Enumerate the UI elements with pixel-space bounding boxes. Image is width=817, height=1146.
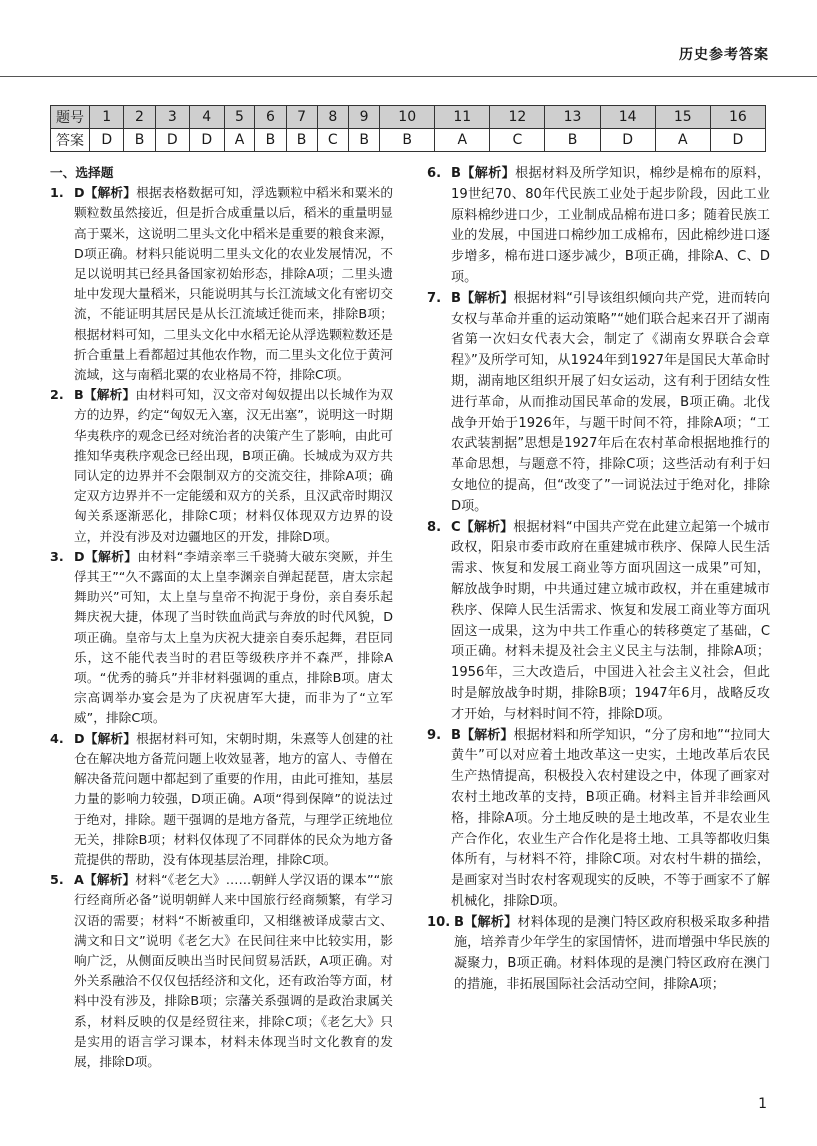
table-cell: 16 bbox=[710, 106, 765, 129]
table-cell: A bbox=[224, 129, 255, 152]
table-cell: 8 bbox=[317, 106, 349, 129]
item-number: 3. bbox=[50, 548, 64, 564]
table-cell: 9 bbox=[349, 106, 380, 129]
item-answer: B bbox=[451, 290, 461, 306]
table-answer-label: 答案 bbox=[51, 129, 90, 152]
section-title: 一、选择题 bbox=[50, 165, 114, 180]
item-answer: D bbox=[74, 185, 85, 201]
table-cell: B bbox=[286, 129, 317, 152]
table-cell: 14 bbox=[600, 106, 655, 129]
item-number: 7. bbox=[427, 290, 442, 306]
table-cell: 13 bbox=[545, 106, 600, 129]
page-header-title: 历史参考答案 bbox=[679, 47, 769, 63]
table-cell: 12 bbox=[490, 106, 545, 129]
item-number: 5. bbox=[50, 872, 64, 888]
table-cell: B bbox=[545, 129, 600, 152]
table-cell: 15 bbox=[655, 106, 710, 129]
table-cell: B bbox=[255, 129, 286, 152]
explanation-item bbox=[427, 726, 770, 913]
table-cell: D bbox=[190, 129, 224, 152]
table-cell: A bbox=[435, 129, 490, 152]
analysis-tag: 【解析】 bbox=[460, 166, 516, 181]
table-cell: D bbox=[90, 129, 124, 152]
analysis-tag: 【解析】 bbox=[83, 387, 136, 403]
item-text: 根据材料可知，宋朝时期，朱熹等人创建的社仓在解决地方备荒问题上收效显著，地方的富人、寺僧在解决备荒问题中都起到了重要的作用，由此可推知，基层力量的影响力较强，D项正确。A项“得到保障”的说法过于绝对，排除。题干强调的是地方备荒，与理学正统地位无关，排除B项；材料仅体现了不同群体的民众为地方备荒提供的帮助，没有体现基层治理，排除C项。 bbox=[74, 730, 394, 867]
item-text: 材料“《老乞大》……朝鲜人学汉语的课本”“旅行经商所必备”说明朝鲜人来中国旅行经商频繁，有学习汉语的需要；材料“不断被重印，又相继被译成蒙古文、满文和日文”说明《老乞大》在民间往来中比较实用，影响广泛，从侧面反映出当时民间贸易活跃，A项正确。对外关系融洽不仅仅包括经济和文化，还有政治等方面，材料中没有涉及，排除B项；宗藩关系强调的是政治隶属关系，材料反映的仅是经贸往来，排除C项；《老乞大》只是实用的语言学习课本，材料未体现当时文化教育的发展，排除D项。 bbox=[74, 872, 394, 1069]
item-text: 根据材料“引导该组织倾向共产党，进而转向女权与革命并重的运动策略”“她们联合起来召开了湖南省第一次妇女代表大会，制定了《湖南女界联合会章程》”及所学可知，从1924年到1927年是国民大革命时期，湖南地区组织开展了妇女运动，这有利于团结女性进行革命，从而推动国民革命的发展，B项正确。北伐战争开始于1926年，与题干时间不符，排除A项；“工农武装割据”思想是1927年后在农村革命根据地推行的革命思想，与题意不符，排除C项；这些活动有利于妇女地位的提高，但“改变了”一词说法过于绝对化，排除D项。 bbox=[451, 290, 770, 514]
table-cell: B bbox=[349, 129, 380, 152]
table-cell: D bbox=[600, 129, 655, 152]
explanation-item bbox=[50, 385, 393, 547]
table-cell: 7 bbox=[286, 106, 317, 129]
table-cell: A bbox=[655, 129, 710, 152]
item-answer: D bbox=[74, 730, 85, 746]
analysis-tag: 【解析】 bbox=[463, 914, 518, 930]
item-number: 8. bbox=[427, 519, 442, 535]
explanation-item bbox=[50, 729, 393, 870]
table-cell: B bbox=[380, 129, 435, 152]
table-header-label: 题号 bbox=[51, 106, 90, 129]
explanation-item bbox=[427, 164, 770, 289]
table-cell: 3 bbox=[155, 106, 189, 129]
page-number: 1 bbox=[758, 1096, 767, 1112]
item-answer: B bbox=[74, 387, 84, 403]
table-cell: 4 bbox=[190, 106, 224, 129]
item-answer: C bbox=[451, 519, 461, 535]
item-text: 根据材料和所学知识，“分了房和地”“拉同大黄牛”可以对应着土地改革这一史实，土地改革后农民生产热情提高，积极投入农村建设之中，体现了画家对农村土地改革的支持，B项正确。材料主旨并非绘画风格，排除A项。分土地反映的是土地改革，不是农业生产合作化，农业生产合作化是将土地、工具等都收归集体所有，与材料不符，排除C项。对农村牛耕的描绘，是画家对当时农村客观现实的反映，不等于画家不了解机械化，排除D项。 bbox=[451, 727, 770, 909]
item-number: 9. bbox=[427, 727, 442, 743]
answer-table bbox=[50, 105, 766, 152]
item-number: 10. bbox=[427, 914, 451, 930]
item-answer: D bbox=[74, 548, 85, 564]
explanation-item bbox=[427, 289, 770, 518]
item-text: 由材料“李靖亲率三千骁骑大破东突厥，并生俘其王”“久不露面的太上皇李渊亲自弹起琵琶，唐太宗起舞助兴”可知，太上皇与皇帝不拘泥于身份，亲自奏乐起舞庆祝大捷，体现了当时铁血尚武与奔放的时代风貌，D项正确。皇帝与太上皇为庆祝大捷亲自奏乐起舞，君臣同乐，这不能代表当时的君臣等级秩序并不森严，排除A项。“优秀的骑兵”并非材料强调的重点，排除B项。唐太宗高调举办宴会是为了庆祝唐军大捷，而非为了“立军威”，排除C项。 bbox=[74, 548, 394, 726]
item-number: 4. bbox=[50, 730, 64, 746]
analysis-tag: 【解析】 bbox=[460, 727, 514, 743]
table-cell: 6 bbox=[255, 106, 286, 129]
table-cell: 10 bbox=[380, 106, 435, 129]
explanation-item bbox=[50, 547, 393, 729]
explanation-item bbox=[50, 183, 393, 385]
table-cell: C bbox=[490, 129, 545, 152]
analysis-tag: 【解析】 bbox=[84, 548, 138, 564]
analysis-tag: 【解析】 bbox=[460, 290, 514, 306]
left-column bbox=[50, 163, 393, 1072]
explanation-item bbox=[427, 913, 770, 996]
item-text: 根据材料及所学知识，棉纱是棉布的原料，19世纪70、80年代民族工业处于起步阶段，因此工业原料棉纱进口少，工业制成品棉布进口多；随着民族工业的发展，中国进口棉纱加工成棉布，因此棉纱进口逐步增多，棉布进口逐步减少，B项正确，排除A、C、D项。 bbox=[451, 166, 771, 285]
item-number: 1. bbox=[50, 185, 64, 201]
table-cell: C bbox=[317, 129, 349, 152]
explanation-item bbox=[427, 518, 770, 726]
analysis-tag: 【解析】 bbox=[83, 872, 136, 888]
table-cell: D bbox=[710, 129, 765, 152]
item-answer: A bbox=[74, 872, 84, 888]
item-answer: B bbox=[451, 166, 461, 181]
item-number: 6. bbox=[427, 166, 442, 181]
item-answer: B bbox=[454, 914, 464, 930]
item-text: 根据材料“中国共产党在此建立起第一个城市政权，阳泉市委市政府在重建城市秩序、保障人民生活需求、恢复和发展工商业等方面巩固这一成果”可知，解放战争时期，中共通过建立城市政权，并在重建城市秩序、保障人民生活需求、恢复和发展工商业等方面巩固这一成果，这为中共工作重心的转移奠定了基础，C项正确。材料未提及社会主义民主与法制，排除A项；1956年，三大改造后，中国进入社会主义社会，但此时是解放战争时期，排除B项；1947年6月，战略反攻才开始，与材料时间不符，排除D项。 bbox=[451, 519, 770, 722]
table-cell: 11 bbox=[435, 106, 490, 129]
table-row-numbers bbox=[51, 106, 766, 129]
table-cell: 2 bbox=[124, 106, 155, 129]
item-answer: B bbox=[451, 727, 461, 743]
table-cell: D bbox=[155, 129, 189, 152]
item-text: 根据表格数据可知，浮选颗粒中稻米和粟米的颗粒数虽然接近，但是折合成重量以后，稻米的重量明显高于粟米，这说明二里头文化中稻米是重要的粮食来源，D项正确。材料只能说明二里头文化的农业发展情况，不足以说明其已经具备国家初始形态，排除A项；二里头遗址中发现大量稻米，只能说明其与长江流域文化有密切交流，不能证明其居民是从长江流域迁徙而来，排除B项；根据材料可知，二里头文化中水稻无论从浮选颗粒数还是折合重量上看都超过其他农作物，而二里头文化位于黄河流域，这与南稻北粟的农业格局不符，排除C项。 bbox=[74, 185, 394, 383]
analysis-tag: 【解析】 bbox=[460, 519, 514, 535]
right-column bbox=[427, 164, 770, 996]
analysis-tag: 【解析】 bbox=[84, 185, 137, 201]
header-rule bbox=[0, 76, 817, 77]
table-cell: 1 bbox=[90, 106, 124, 129]
item-text: 由材料可知，汉文帝对匈奴提出以长城作为双方的边界，约定“匈奴无入塞，汉无出塞”，说明这一时期华夷秩序的观念已经对统治者的决策产生了影响，由此可推知华夷秩序观念已经出现，B项正确。长城成为双方共同认定的边界并不会限制双方的交流交往，排除A项；确定双方边界并不一定能缓和双方的关系，且汉武帝时期汉匈关系逐渐恶化，排除C项；材料仅体现双方边界的设立，并没有涉及对边疆地区的开发，排除D项。 bbox=[74, 387, 394, 544]
table-row-answers bbox=[51, 129, 766, 152]
table-cell: 5 bbox=[224, 106, 255, 129]
explanation-item bbox=[50, 870, 393, 1072]
table-cell: B bbox=[124, 129, 155, 152]
item-text: 材料体现的是澳门特区政府积极采取多种措施，培养青少年学生的家国情怀，进而增强中华民族的凝聚力，B项正确。材料体现的是澳门特区政府在澳门的措施，非拓展国际社会活动空间，排除A项； bbox=[454, 914, 771, 993]
item-number: 2. bbox=[50, 387, 64, 403]
analysis-tag: 【解析】 bbox=[84, 730, 137, 746]
